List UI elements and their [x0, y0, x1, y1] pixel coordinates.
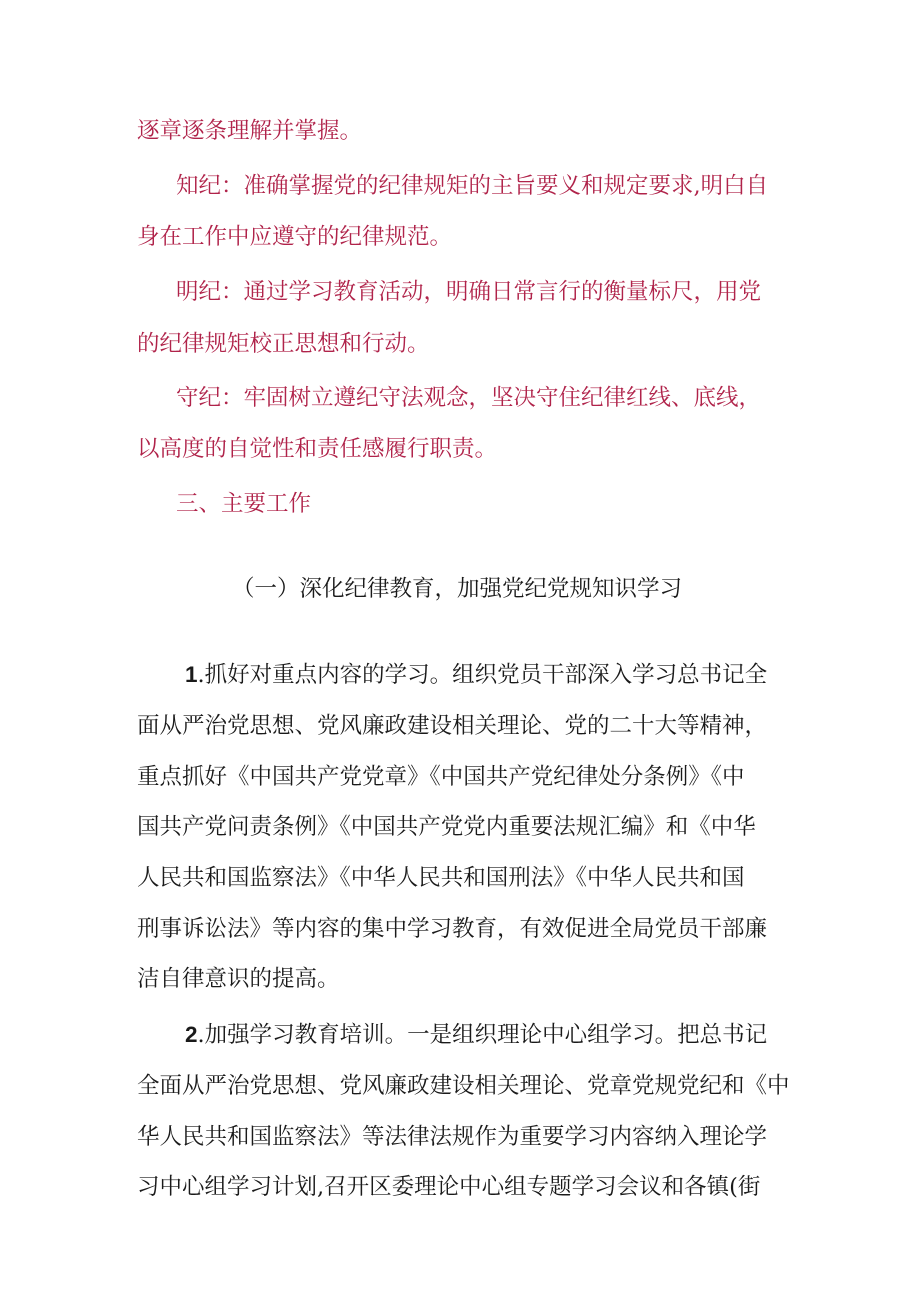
item-1-line: 重点抓好《中国共产党党章》《中国共产党纪律处分条例》《中 [137, 764, 745, 790]
item-1-line: 面从严治党思想、党风廉政建设相关理论、党的二十大等精神， [137, 713, 768, 739]
item-1-line: 洁自律意识的提高。 [137, 966, 340, 992]
item-1-line: .抓好对重点内容的学习。组织党员干部深入学习总书记全 [197, 662, 768, 688]
item-2-first-line [185, 1020, 767, 1050]
zhiji-line-2: 身在工作中应遵守的纪律规范。 [137, 224, 453, 250]
mingji-line-2: 的纪律规矩校正思想和行动。 [137, 331, 430, 357]
section-title: 三、主要工作 [176, 491, 312, 517]
zhiji-line-1: 知纪：准确掌握党的纪律规矩的主旨要义和规定要求,明白自 [176, 173, 769, 199]
subsection-title: （一）深化纪律教育，加强党纪党规知识学习 [232, 576, 683, 602]
item-2-line: 华人民共和国监察法》等法律法规作为重要学习内容纳入理论学 [137, 1124, 768, 1150]
item-2-line: .加强学习教育培训。一是组织理论中心组学习。把总书记 [197, 1022, 768, 1048]
mingji-line-1: 明纪：通过学习教育活动，明确日常言行的衡量标尺，用党 [176, 279, 762, 305]
item-1-first-line [185, 660, 767, 690]
shouji-line-1: 守纪：牢固树立遵纪守法观念，坚决守住纪律红线、底线， [176, 385, 762, 411]
item-2-number: 2 [185, 1022, 198, 1047]
item-2-line: 习中心组学习计划,召开区委理论中心组专题学习会议和各镇(街 [137, 1174, 761, 1200]
shouji-line-2: 以高度的自觉性和责任感履行职责。 [137, 436, 498, 462]
intro-line: 逐章逐条理解并掌握。 [137, 118, 363, 144]
item-1-line: 人民共和国监察法》《中华人民共和国刑法》《中华人民共和国 [137, 865, 745, 891]
item-1-line: 刑事诉讼法》等内容的集中学习教育，有效促进全局党员干部廉 [137, 916, 768, 942]
item-1-number: 1 [185, 662, 198, 687]
item-2-line: 全面从严治党思想、党风廉政建设相关理论、党章党规党纪和《中 [137, 1073, 790, 1099]
item-1-line: 国共产党问责条例》《中国共产党党内重要法规汇编》和《中华 [137, 814, 756, 840]
